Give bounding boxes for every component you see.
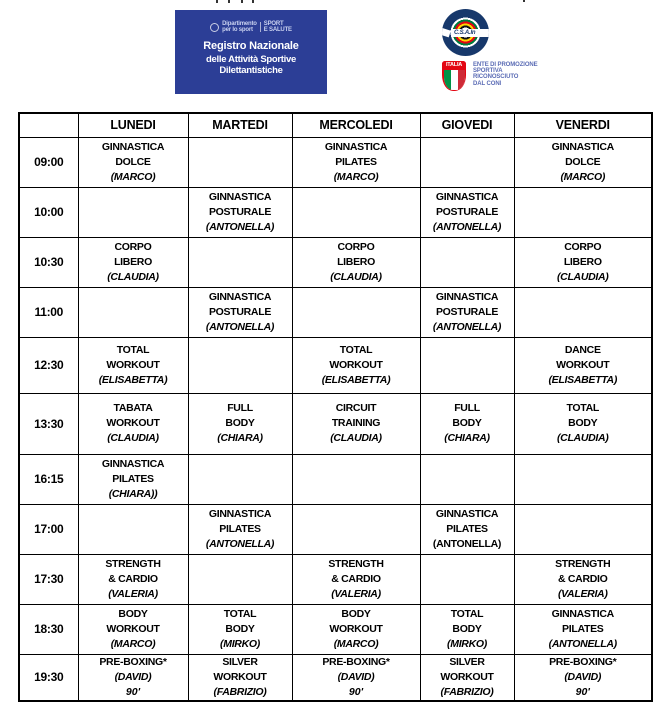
coni-label: CONI <box>486 80 502 87</box>
schedule-cell-empty <box>78 504 188 554</box>
day-header-mercoledi: MERCOLEDI <box>292 113 420 137</box>
activity-name: PILATES <box>562 622 604 635</box>
activity-name: & CARDIO <box>331 572 381 585</box>
instructor-name: (ANTONELLA) <box>205 537 275 550</box>
italia-shield-icon <box>442 61 466 91</box>
instructor-name: (VALERIA) <box>331 587 381 600</box>
activity-name: DOLCE <box>565 155 601 168</box>
time-label: 12:30 <box>19 337 78 393</box>
instructor-name: (VALERIA) <box>557 587 608 600</box>
activity-name: POSTURALE <box>435 305 499 318</box>
schedule-cell-empty <box>420 554 514 604</box>
instructor-name: (MARCO) <box>333 170 379 183</box>
activity-name: TOTAL <box>450 607 484 620</box>
coni-caption-line <box>473 81 538 87</box>
time-label: 11:00 <box>19 287 78 337</box>
activity-name: CORPO <box>337 240 375 253</box>
activity-name: WORKOUT <box>213 670 267 683</box>
activity-name: WORKOUT <box>440 670 494 683</box>
schedule-cell <box>78 654 188 701</box>
instructor-name: (CLAUDIA) <box>556 270 609 283</box>
activity-name: BODY <box>452 622 482 635</box>
activity-name: TOTAL <box>566 402 600 414</box>
instructor-name: (ELISABETTA) <box>548 373 618 386</box>
csain-band <box>451 29 489 37</box>
schedule-cell-empty <box>188 237 292 287</box>
instructor-name: (ANTONELLA) <box>205 320 275 333</box>
activity-name: LIBERO <box>114 255 152 268</box>
activity-name: WORKOUT <box>106 358 160 371</box>
instructor-name: (FABRIZIO) <box>213 685 267 698</box>
schedule-cell <box>514 654 652 701</box>
coni-caption-line: ENTE DI PROMOZIONE <box>473 62 538 68</box>
activity-name: TABATA <box>113 402 153 414</box>
italia-label: ITALIA <box>442 61 466 69</box>
schedule-cell <box>188 287 292 337</box>
schedule-cell <box>292 554 420 604</box>
instructor-name: (CLAUDIA) <box>107 432 159 444</box>
csain-acronym: C.S.A.In <box>454 29 476 36</box>
activity-name: PILATES <box>446 522 488 535</box>
schedule-cell <box>514 337 652 393</box>
activity-name: GINNASTICA <box>208 190 272 203</box>
instructor-name: (CHIARA) <box>444 432 490 444</box>
activity-name: TOTAL <box>116 343 150 356</box>
schedule-cell-empty <box>292 504 420 554</box>
schedule-cell <box>292 604 420 654</box>
activity-name: DOLCE <box>115 155 151 168</box>
activity-name: PRE-BOXING* <box>99 655 167 668</box>
instructor-name: (ELISABETTA) <box>321 373 391 386</box>
activity-name: PILATES <box>335 155 377 168</box>
activity-name: FULL <box>227 402 253 414</box>
time-label: 17:00 <box>19 504 78 554</box>
schedule-cell <box>292 137 420 187</box>
instructor-name: (ELISABETTA) <box>98 373 168 386</box>
schedule-cell-empty <box>292 187 420 237</box>
time-label: 10:30 <box>19 237 78 287</box>
activity-name: CIRCUIT <box>335 402 377 414</box>
instructor-name: (ANTONELLA) <box>432 220 502 233</box>
activity-name: CORPO <box>114 240 152 253</box>
activity-name: GINNASTICA <box>101 140 165 153</box>
activity-name: TOTAL <box>339 343 373 356</box>
sport-salute-label-line2: E SALUTE <box>263 27 292 33</box>
schedule-cell <box>514 237 652 287</box>
duration-label: 90' <box>575 685 590 698</box>
activity-name: SILVER <box>449 655 485 668</box>
instructor-name: (DAVID) <box>114 670 152 683</box>
activity-name: POSTURALE <box>208 205 272 218</box>
schedule-cell-empty <box>188 554 292 604</box>
activity-name: STRENGTH <box>105 557 161 570</box>
registro-nazionale-logo <box>175 10 327 94</box>
schedule-cell <box>420 604 514 654</box>
activity-name: BODY <box>118 607 148 620</box>
schedule-cell <box>188 604 292 654</box>
schedule-cell <box>420 504 514 554</box>
coni-caption <box>473 62 538 87</box>
registro-title: Registro Nazionale <box>203 40 299 52</box>
activity-name: PRE-BOXING* <box>549 655 617 668</box>
instructor-name: (CHIARA) <box>217 432 263 444</box>
instructor-name: (CHIARA)) <box>108 487 158 500</box>
day-header-martedi: MARTEDI <box>188 113 292 137</box>
activity-name: STRENGTH <box>555 557 611 570</box>
schedule-cell <box>188 654 292 701</box>
schedule-cell-empty <box>420 237 514 287</box>
activity-name: GINNASTICA <box>208 507 272 520</box>
day-header-lunedi: LUNEDI <box>78 113 188 137</box>
instructor-name: (FABRIZIO) <box>440 685 494 698</box>
schedule-cell <box>420 654 514 701</box>
instructor-name: (ANTONELLA) <box>205 220 275 233</box>
activity-name: PRE-BOXING* <box>322 655 390 668</box>
activity-name: BODY <box>452 417 482 429</box>
duration-label: 90' <box>125 685 141 698</box>
schedule-cell <box>514 137 652 187</box>
activity-name: GINNASTICA <box>208 290 272 303</box>
instructor-name: (CLAUDIA) <box>556 432 609 444</box>
schedule-cell <box>292 337 420 393</box>
activity-name: DANCE <box>564 343 601 356</box>
activity-name: WORKOUT <box>329 358 383 371</box>
time-label: 13:30 <box>19 393 78 454</box>
activity-name: GINNASTICA <box>551 140 614 153</box>
schedule-cell <box>78 137 188 187</box>
instructor-name: (DAVID) <box>337 670 375 683</box>
schedule-cell <box>420 393 514 454</box>
schedule-cell-empty <box>188 137 292 187</box>
time-label: 16:15 <box>19 454 78 504</box>
schedule-cell <box>292 654 420 701</box>
schedule-cell-empty <box>514 187 652 237</box>
activity-name: WORKOUT <box>329 622 383 635</box>
coni-caption-line: SPORTIVA <box>473 68 503 75</box>
schedule-cell <box>78 554 188 604</box>
activity-name: & CARDIO <box>557 572 608 585</box>
csain-logo-icon <box>442 9 489 56</box>
activity-name: GINNASTICA <box>324 140 388 153</box>
instructor-name: (ANTONELLA) <box>432 320 502 333</box>
schedule-cell <box>188 187 292 237</box>
activity-name: WORKOUT <box>106 417 160 429</box>
schedule-cell <box>514 604 652 654</box>
activity-name: TRAINING <box>331 417 381 429</box>
activity-name: PILATES <box>219 522 261 535</box>
activity-name: PILATES <box>112 472 154 485</box>
dipartimento-emblem-icon <box>210 23 219 32</box>
activity-name: BODY <box>225 417 255 429</box>
time-label: 09:00 <box>19 137 78 187</box>
schedule-cell-empty <box>188 337 292 393</box>
instructor-name: (ANTONELLA) <box>432 537 502 550</box>
activity-name: CORPO <box>564 240 602 253</box>
schedule-cell <box>514 393 652 454</box>
schedule-cell <box>78 454 188 504</box>
time-label: 19:30 <box>19 654 78 701</box>
schedule-cell <box>78 237 188 287</box>
instructor-name: (CLAUDIA) <box>107 270 159 283</box>
schedule-cell-empty <box>292 454 420 504</box>
schedule-table <box>18 112 653 702</box>
activity-name: WORKOUT <box>106 622 160 635</box>
activity-name: TOTAL <box>223 607 257 620</box>
instructor-name: (CLAUDIA) <box>330 270 382 283</box>
schedule-cell <box>78 337 188 393</box>
schedule-cell-empty <box>514 504 652 554</box>
dal-label: DAL <box>473 80 485 87</box>
italia-flag-stripes-icon <box>444 70 465 90</box>
activity-name: BODY <box>568 417 598 429</box>
instructor-name: (MIRKO) <box>220 637 260 650</box>
activity-name: BODY <box>341 607 371 620</box>
activity-name: GINNASTICA <box>551 607 614 620</box>
instructor-name: (DAVID) <box>564 670 602 683</box>
schedule-cell <box>78 393 188 454</box>
duration-label: 90' <box>348 685 364 698</box>
time-label: 18:30 <box>19 604 78 654</box>
activity-name: POSTURALE <box>435 205 499 218</box>
divider <box>260 22 261 32</box>
schedule-cell <box>514 554 652 604</box>
instructor-name: (MARCO) <box>333 637 379 650</box>
day-header-venerdi: VENERDI <box>514 113 652 137</box>
instructor-name: (MIRKO) <box>447 637 487 650</box>
instructor-name: (CLAUDIA) <box>330 432 382 444</box>
schedule-cell-empty <box>188 454 292 504</box>
activity-name: STRENGTH <box>328 557 384 570</box>
schedule-cell <box>420 287 514 337</box>
activity-name: SILVER <box>222 655 258 668</box>
time-label: 10:00 <box>19 187 78 237</box>
schedule-cell-empty <box>420 337 514 393</box>
schedule-cell <box>292 237 420 287</box>
schedule-cell-empty <box>420 454 514 504</box>
instructor-name: (MARCO) <box>110 170 156 183</box>
day-header-giovedi: GIOVEDI <box>420 113 514 137</box>
schedule-cell <box>188 504 292 554</box>
schedule-cell-empty <box>78 287 188 337</box>
schedule-cell-empty <box>514 287 652 337</box>
activity-name: GINNASTICA <box>435 507 499 520</box>
sport-salute-label-line1: SPORT <box>263 21 284 27</box>
instructor-name: (MARCO) <box>110 637 156 650</box>
activity-name: & CARDIO <box>108 572 158 585</box>
activity-name: LIBERO <box>337 255 375 268</box>
registro-logo-header <box>175 21 327 33</box>
schedule-cell-empty <box>514 454 652 504</box>
activity-name: GINNASTICA <box>435 290 499 303</box>
schedule-cell-empty <box>420 137 514 187</box>
activity-name: GINNASTICA <box>101 457 165 470</box>
dipartimento-label-line1: Dipartimento <box>222 21 257 27</box>
coni-caption-line: RICONOSCIUTO <box>473 74 519 81</box>
registro-subtitle: delle Attività Sportive Dilettantistiche <box>206 54 296 76</box>
activity-name: LIBERO <box>563 255 602 268</box>
schedule-cell-empty <box>78 187 188 237</box>
schedule-cell <box>420 187 514 237</box>
schedule-cell-empty <box>292 287 420 337</box>
activity-name: FULL <box>454 402 480 414</box>
activity-name: POSTURALE <box>208 305 272 318</box>
activity-name: WORKOUT <box>556 358 610 371</box>
schedule-cell <box>78 604 188 654</box>
instructor-name: (MARCO) <box>560 170 606 183</box>
activity-name: BODY <box>225 622 255 635</box>
instructor-name: (ANTONELLA) <box>548 637 617 650</box>
time-label: 17:30 <box>19 554 78 604</box>
schedule-cell <box>292 393 420 454</box>
corner-cell <box>19 113 78 137</box>
dipartimento-label-line2: per lo sport <box>222 27 253 33</box>
activity-name: GINNASTICA <box>435 190 499 203</box>
instructor-name: (VALERIA) <box>108 587 158 600</box>
schedule-cell <box>188 393 292 454</box>
